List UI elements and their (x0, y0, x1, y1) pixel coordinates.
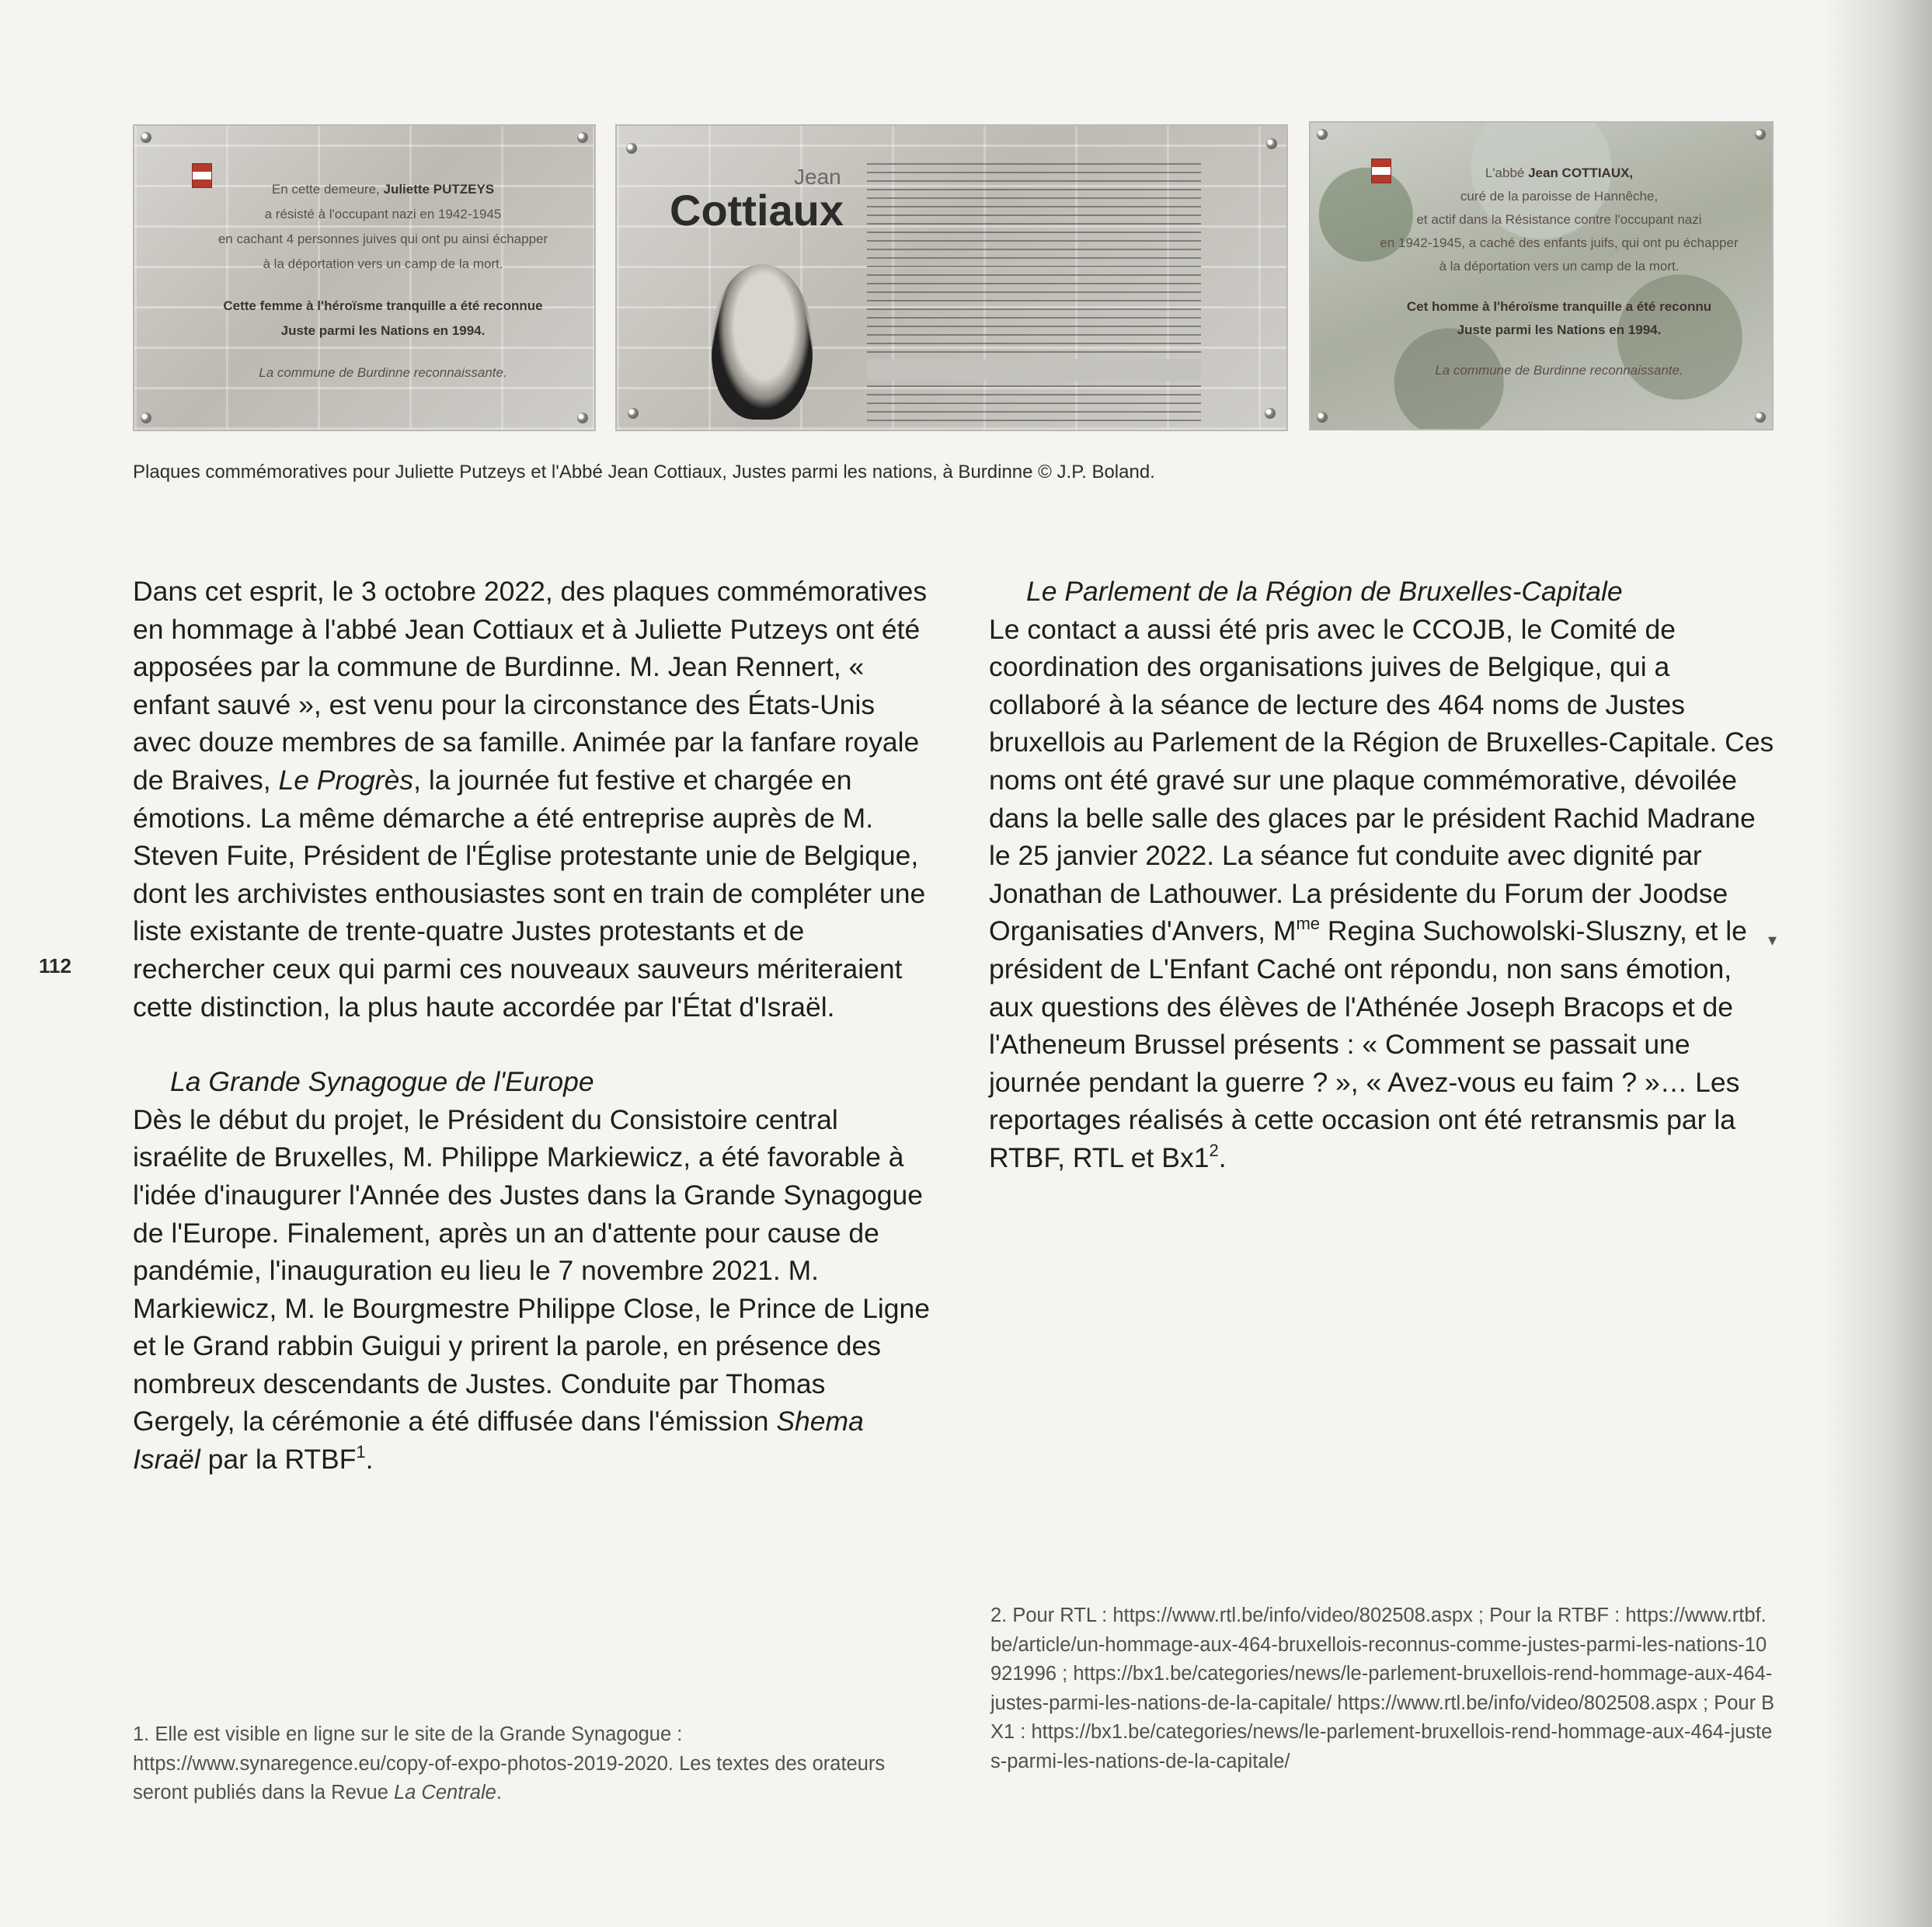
photo-caption: Plaques commémoratives pour Juliette Putzeys et l'Abbé Jean Cottiaux, Justes parmi les nations, à Burdinne © J.P. Boland. (133, 462, 1155, 483)
photo-plaque-putzeys (133, 124, 596, 431)
plaque-putzeys-text: En cette demeure, Juliette PUTZEYS a résisté à l'occupant nazi en 1942-1945 en cachant 4 personnes juives qui ont pu ainsi échapper à la déportation vers un camp de la mort. Cette femme à l'héroïsme tranquille a été reconnue Juste parmi les Nations en 1994. La commune de Burdinne reconnaissante. (218, 182, 548, 380)
page-number: 112 (39, 954, 71, 977)
photo-panel-cottiaux (615, 124, 1288, 431)
screw-icon (1317, 412, 1328, 423)
screw-icon (1265, 408, 1276, 419)
portrait-image (712, 264, 813, 420)
left-column (133, 573, 933, 1479)
footnote-1: 1. Elle est visible en ligne sur le site de la Grande Synagogue : https://www.synaregence.eu/copy-of-expo-photos-2019-2020. Les textes des orateurs seront publiés dans la Revue La Centrale. (133, 1723, 886, 1803)
subheading-grande-synagogue: La Grande Synagogue de l'Europe (170, 1066, 594, 1098)
screw-icon (1317, 129, 1328, 140)
right-column (989, 573, 1781, 1177)
page-gutter-shadow (1823, 0, 1932, 1927)
footnote-2: 2. Pour RTL : https://www.rtl.be/info/video/802508.aspx ; Pour la RTBF : https://www.rtbf.be/article/un-hommage-aux-464-bruxellois-reconnus-comme-justes-parmi-les-nations-10921996 ; https://bx1.be/categories/news/le-parlement-bruxellois-rend-hommage-aux-464-justes-parmi-les-nations-de-la-capitale/ https://www.rtl.be/info/video/802508.aspx ; Pour BX1 : https://bx1.be/categories/news/le-parlement-bruxellois-rend-hommage-aux-464-justes-parmi-les-nations-de-la-capitale/ (990, 1605, 1775, 1772)
paragraph-synagogue: Dès le début du projet, le Président du Consistoire central israélite de Bruxelles, M. Philippe Markiewicz, a été favorable à l'idée d'inaugurer l'Année des Justes dans la Grande Synagogue de l'Europe. Finalement, après un an d'attente pour cause de pandémie, l'inauguration eu lieu le 7 novembre 2021. M. Markiewicz, M. le Bourgmestre Philippe Close, le Prince de Ligne et le Grand rabbin Guigui y prirent la parole, en présence des nombreux descendants de Justes. Conduite par Thomas Gergely, la cérémonie a été diffusée dans l'émission Shema Israël par la RTBF$^1$. (133, 1103, 930, 1476)
screw-icon (1755, 412, 1766, 423)
screw-icon (626, 143, 637, 154)
plaque-abbe-text: L'abbé Jean COTTIAUX, curé de la paroisse de Hannêche, et actif dans la Résistance contre l'occupant nazi en 1942-1945, a caché des enfants juifs, qui ont pu échapper à la déportation vers un camp de la mort. Cet homme à l'héroïsme tranquille a été reconnu Juste parmi les Nations en 1994. La commune de Burdinne reconnaissante. (1380, 166, 1739, 378)
screw-icon (141, 413, 151, 423)
screw-icon (141, 132, 151, 143)
screw-icon (1266, 138, 1277, 149)
subheading-parlement: Le Parlement de la Région de Bruxelles-Capitale (1026, 576, 1623, 607)
panel-biography-text (867, 163, 1201, 427)
screw-icon (577, 413, 588, 423)
panel-first-name: Jean (794, 165, 841, 189)
print-mark-icon: ▾ (1768, 931, 1777, 950)
paragraph-parlement: Le contact a aussi été pris avec le CCOJB, le Comité de coordination des organisations juives de Belgique, qui a collaboré à la séance de lecture des 464 noms de Justes bruxellois au Parlement de la Région de Bruxelles-Capitale. Ces noms ont été gravé sur une plaque commémorative, dévoilée dans la belle salle des glaces par le président Rachid Madrane le 25 janvier 2022. La séance fut conduite avec dignité par Jonathan de Lathouwer. La présidente du Forum der Joodse Organisaties d'Anvers, $M^{me}$ Regina Suchowolski-Sluszny, et le président de L'Enfant Caché ont répondu, non sans émotion, aux questions des élèves de l'Athénée Joseph Bracops et de l'Atheneum Brussel présents : « Comment se passait une journée pendant la guerre ? », « Avez-vous eu faim ? »… Les reportages réalisés à cette occasion ont été retransmis par la RTBF, RTL et $Bx1^2$. (989, 613, 1774, 1173)
paragraph-burdinne: Dans cet esprit, le 3 octobre 2022, des plaques commémoratives en hommage à l'abbé Jean Cottiaux et à Juliette Putzeys ont été apposées par la commune de Burdinne. M. Jean Rennert, « enfant sauvé », est venu pour la circonstance des États-Unis avec douze membres de sa famille. Animée par la fanfare royale de Braives, Le Progrès, la journée fut festive et chargée en émotions. La même démarche a été entreprise auprès de M. Steven Fuite, Président de l'Église protestante unie de Belgique, dont les archivistes enthousiastes sont en train de compléter une liste existante de trente-quatre Justes protestants et de rechercher ceux qui parmi ces nouveaux sauveurs mériteraient cette distinction, la plus haute accordée par l'État d'Israël. (133, 576, 928, 1023)
panel-last-name: Cottiaux (670, 186, 844, 235)
screw-icon (577, 132, 588, 143)
photo-plaque-abbe-cottiaux (1309, 121, 1774, 430)
screw-icon (1755, 129, 1766, 140)
screw-icon (628, 408, 639, 419)
